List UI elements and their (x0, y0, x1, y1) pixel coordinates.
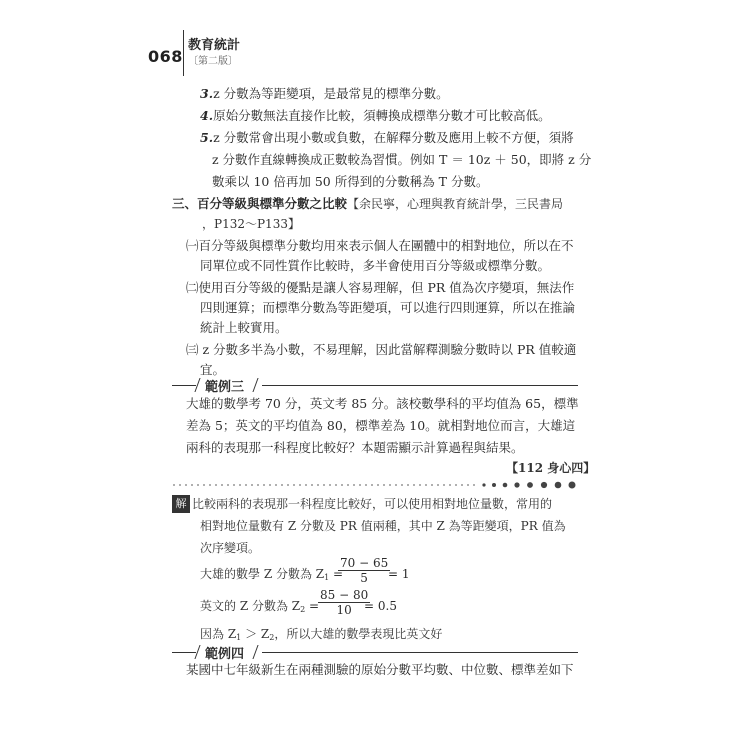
example-title: 範例四 (205, 647, 245, 662)
section-item-line: 四則運算；而標準分數為等距變項，可以進行四則運算，所以在推論 (200, 300, 576, 315)
math-z-result: = 1 (388, 567, 410, 581)
list-item: 3.z 分數為等距變項，是最常見的標準分數。 (200, 86, 449, 101)
example-title: 範例三 (205, 380, 245, 395)
section-item-line: ㈢ z 分數多半為小數，不易理解，因此當解釋測驗分數時以 PR 值較適 (186, 342, 577, 357)
example-question-line: 大雄的數學考 70 分，英文考 85 分。該校數學科的平均值為 65，標準 (186, 396, 579, 411)
example-question-line: 某國中七年級新生在兩種測驗的原始分數平均數、中位數、標準差如下 (186, 662, 574, 677)
answer-badge: 解 (172, 495, 190, 513)
section-item-line: 宜。 (200, 362, 226, 377)
example-tick (252, 378, 258, 392)
answer-intro-line: 相對地位量數有 Z 分數及 PR 值兩種，其中 Z 為等距變項，PR 值為 (200, 519, 566, 533)
edition-label: 〔第二版〕 (188, 56, 238, 67)
list-item: 4.原始分數無法直接作比較，須轉換成標準分數才可比較高低。 (200, 108, 551, 123)
example-question-line: 兩科的表現那一科程度比較好？本題需顯示計算過程與結果。 (186, 440, 524, 455)
example-tick (252, 645, 258, 659)
answer-conclusion: 因為 $Z_1 > Z_2$，所以大雄的數學表現比英文好 (200, 627, 443, 642)
section-heading: 三、百分等級與標準分數之比較【余民寧，心理與教育統計學，三民書局 (172, 196, 564, 211)
page-number: 068 (148, 47, 183, 66)
example-source: 【112 身心四】 (506, 461, 596, 475)
english-z-result: = 0.5 (364, 599, 397, 613)
math-z-fraction: $\frac{70 - 65}{5}$ (340, 556, 389, 585)
english-z-fraction: $\frac{85 - 80}{10}$ (320, 588, 369, 617)
english-z-label: 英文的 Z 分數為 $Z_2$ = (200, 599, 320, 614)
header-divider (183, 30, 184, 76)
answer-intro-line: 次序變項。 (200, 541, 261, 555)
section-item-line: 同單位或不同性質作比較時，多半會使用百分等級或標準分數。 (200, 258, 551, 273)
list-item: 5.z 分數常會出現小數或負數，在解釋分數及應用上較不方便，須將 (200, 130, 574, 145)
example-rule-right (262, 385, 578, 386)
example-rule-left (172, 652, 196, 653)
answer-intro-line: 比較兩科的表現那一科程度比較好，可以使用相對地位量數，常用的 (192, 497, 553, 511)
dotted-separator (172, 480, 578, 490)
section-citation: ，P132～P133】 (202, 217, 300, 231)
section-item-line: ㈡使用百分等級的優點是讓人容易理解，但 PR 值為次序變項，無法作 (186, 280, 575, 295)
list-item-continuation: 數乘以 10 倍再加 50 所得到的分數稱為 T 分數。 (212, 174, 489, 189)
example-rule-left (172, 385, 196, 386)
example-rule-right (262, 652, 578, 653)
math-z-label: 大雄的數學 Z 分數為 $Z_1$ = (200, 567, 344, 582)
book-title: 教育統計 (188, 38, 241, 53)
list-item-continuation: z 分數作直線轉換成正數較為習慣。例如 T ＝ 10z ＋ 50，即將 z 分 (212, 152, 592, 167)
section-item-line: 統計上較實用。 (200, 320, 288, 335)
example-question-line: 差為 5；英文的平均值為 80，標準差為 10。就相對地位而言，大雄這 (186, 418, 576, 433)
section-item-line: ㈠百分等級與標準分數均用來表示個人在團體中的相對地位，所以在不 (186, 238, 574, 253)
